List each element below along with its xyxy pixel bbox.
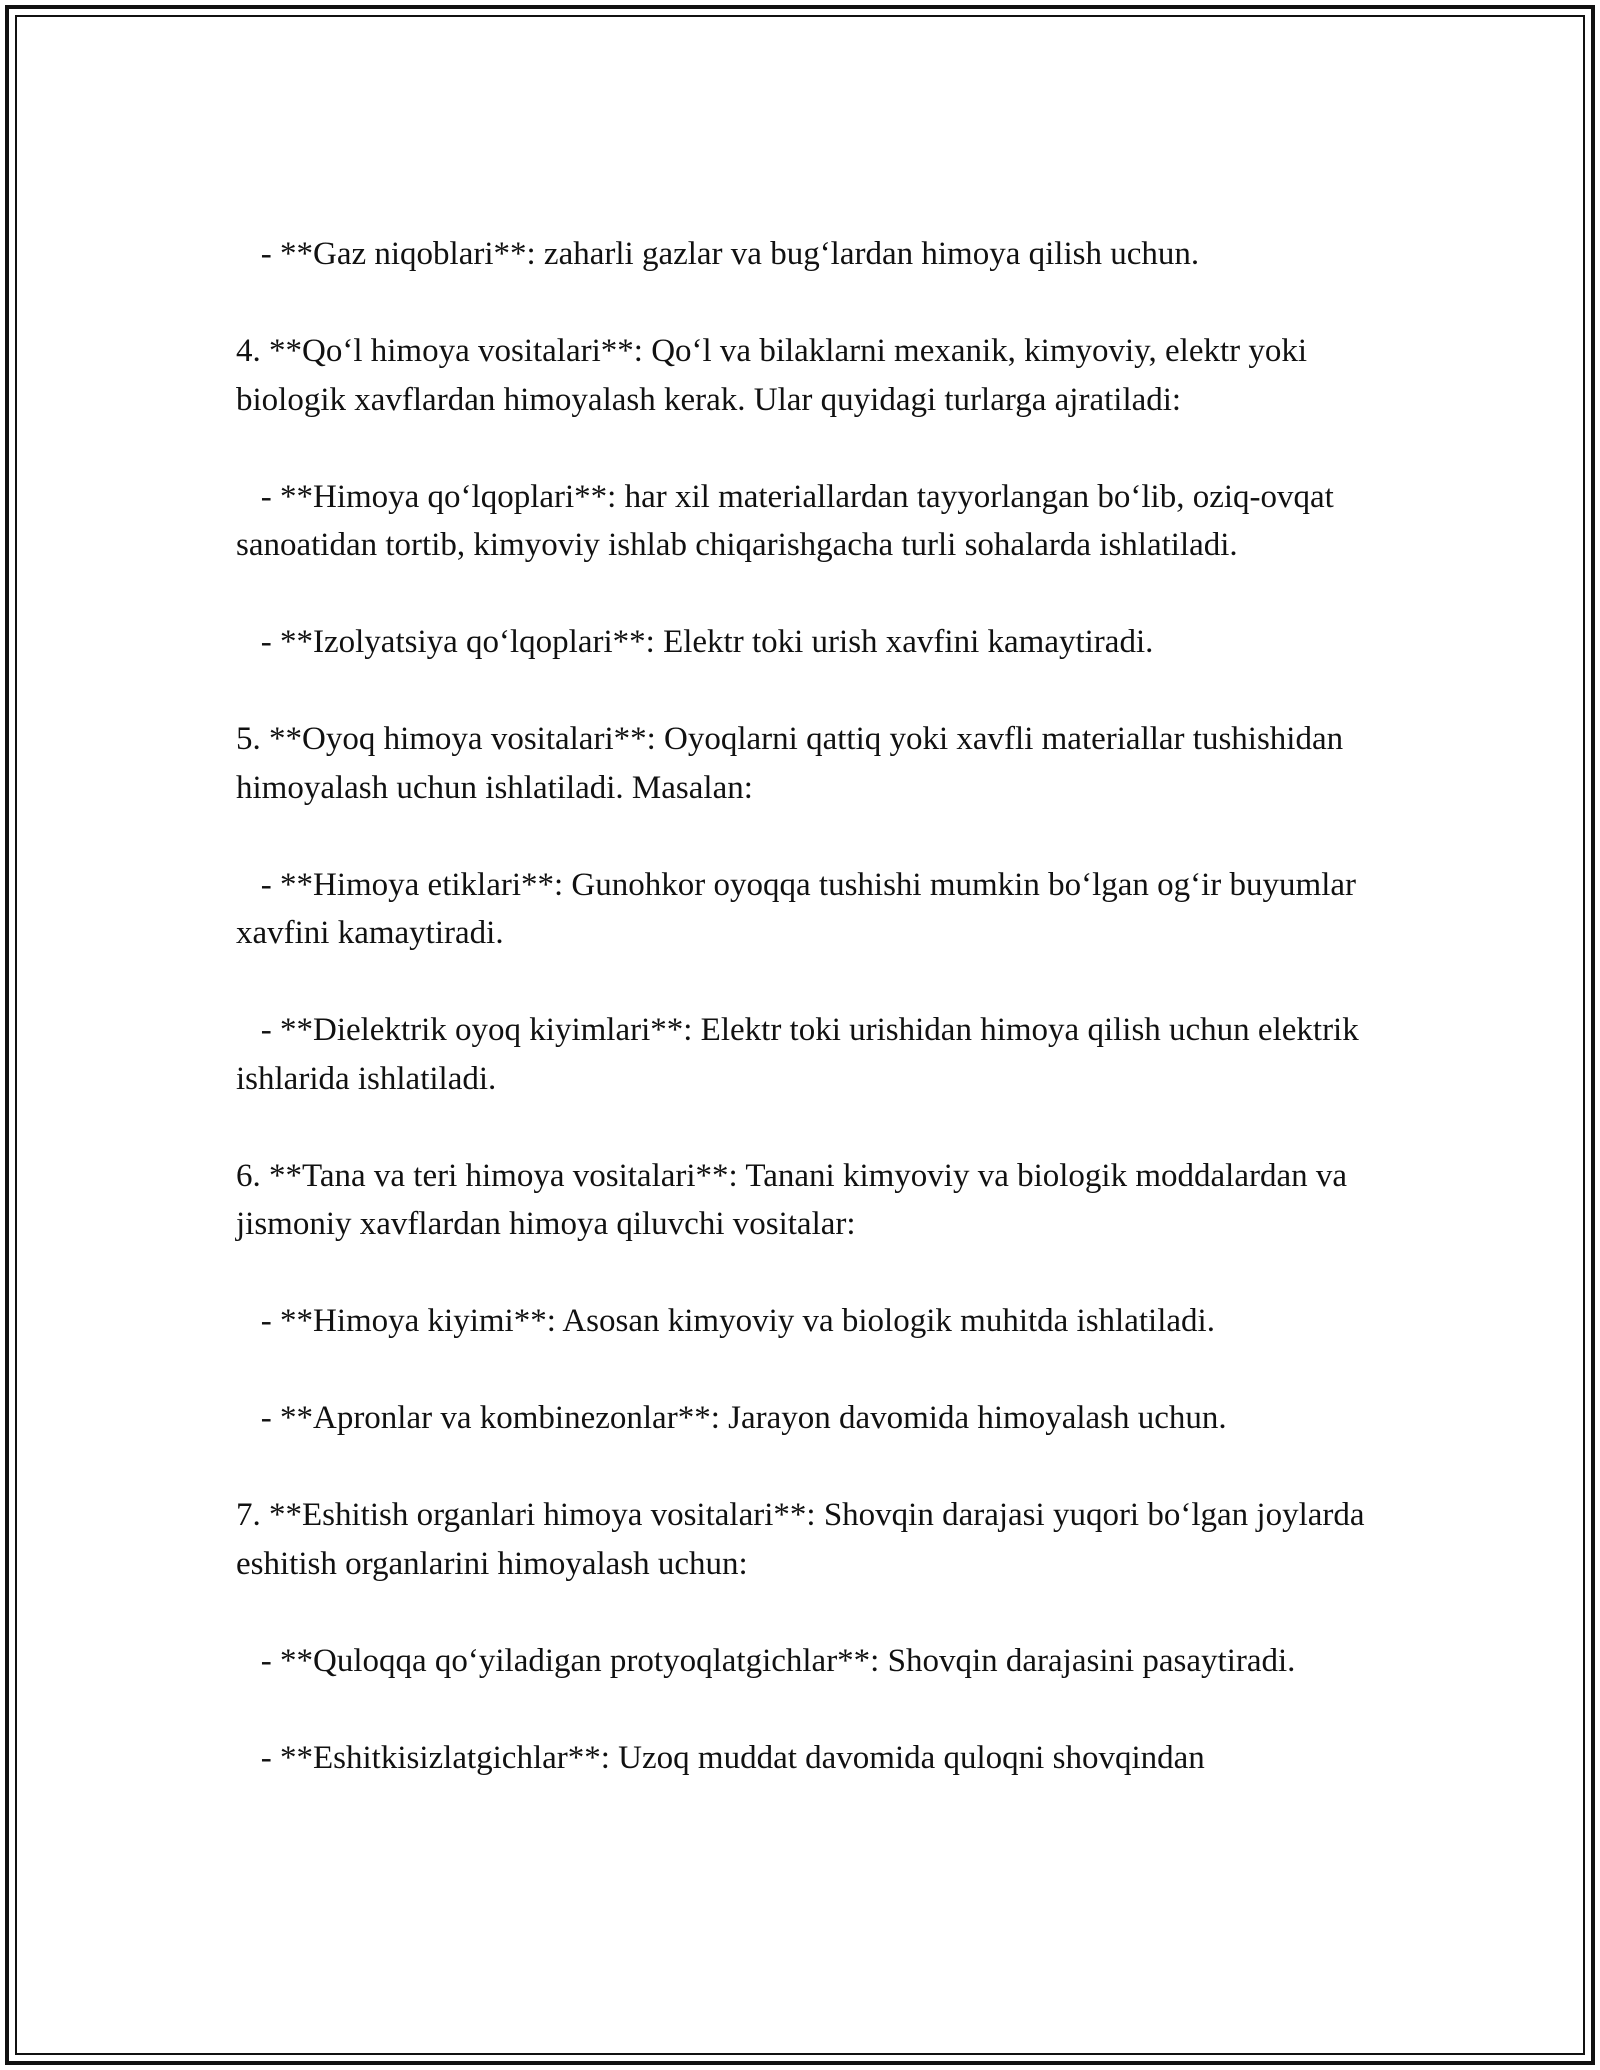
paragraph-aprons: - **Apronlar va kombinezonlar**: Jarayon davomida himoyalash uchun.: [236, 1400, 1227, 1436]
paragraph-insulating-gloves: - **Izolyatsiya qo‘lqoplari**: Elektr toki urish xavfini kamaytiradi.: [236, 624, 1154, 660]
paragraph-protective-boots: - **Himoya etiklari**: Gunohkor oyoqqa tushishi mumkin bo‘lgan og‘ir buyumlar xavfini kamaytiradi.: [236, 866, 1365, 951]
paragraph-hand-protection: 4. **Qo‘l himoya vositalari**: Qo‘l va bilaklarni mexanik, kimyoviy, elektr yoki biologik xavflardan himoyalash kerak. Ular quyidagi turlarga ajratiladi:: [236, 333, 1316, 418]
paragraph-hearing-protection: 7. **Eshitish organlari himoya vositalari**: Shovqin darajasi yuqori bo‘lgan joylarda eshitish organlarini himoyalash uchun:: [236, 1497, 1373, 1582]
paragraph-foot-protection: 5. **Oyoq himoya vositalari**: Oyoqlarni qattiq yoki xavfli materiallar tushishidan himoyalash uchun ishlatiladi. Masalan:: [236, 721, 1352, 806]
paragraph-body-protection: 6. **Tana va teri himoya vositalari**: Tanani kimyoviy va biologik moddalardan va jismoniy xavflardan himoya qiluvchi vositalar:: [236, 1157, 1356, 1242]
paragraph-protective-gloves: - **Himoya qo‘lqoplari**: har xil materiallardan tayyorlangan bo‘lib, oziq-ovqat sanoatidan tortib, kimyoviy ishlab chiqarishgacha turli sohalarda ishlatiladi.: [236, 478, 1343, 563]
paragraph-gas-masks: - **Gaz niqoblari**: zaharli gazlar va bug‘lardan himoya qilish uchun.: [236, 236, 1200, 272]
paragraph-protective-clothing: - **Himoya kiyimi**: Asosan kimyoviy va biologik muhitda ishlatiladi.: [236, 1303, 1215, 1339]
document-body: [236, 230, 1396, 1831]
paragraph-ear-mufflers: - **Eshitkisizlatgichlar**: Uzoq muddat davomida quloqni shovqindan: [236, 1739, 1205, 1776]
paragraph-dielectric-footwear: - **Dielektrik oyoq kiyimlari**: Elektr toki urishidan himoya qilish uchun elektrik ishlarida ishlatiladi.: [236, 1012, 1367, 1097]
paragraph-earplugs: - **Quloqqa qo‘yiladigan protyoqlatgichlar**: Shovqin darajasini pasaytiradi.: [236, 1642, 1296, 1679]
